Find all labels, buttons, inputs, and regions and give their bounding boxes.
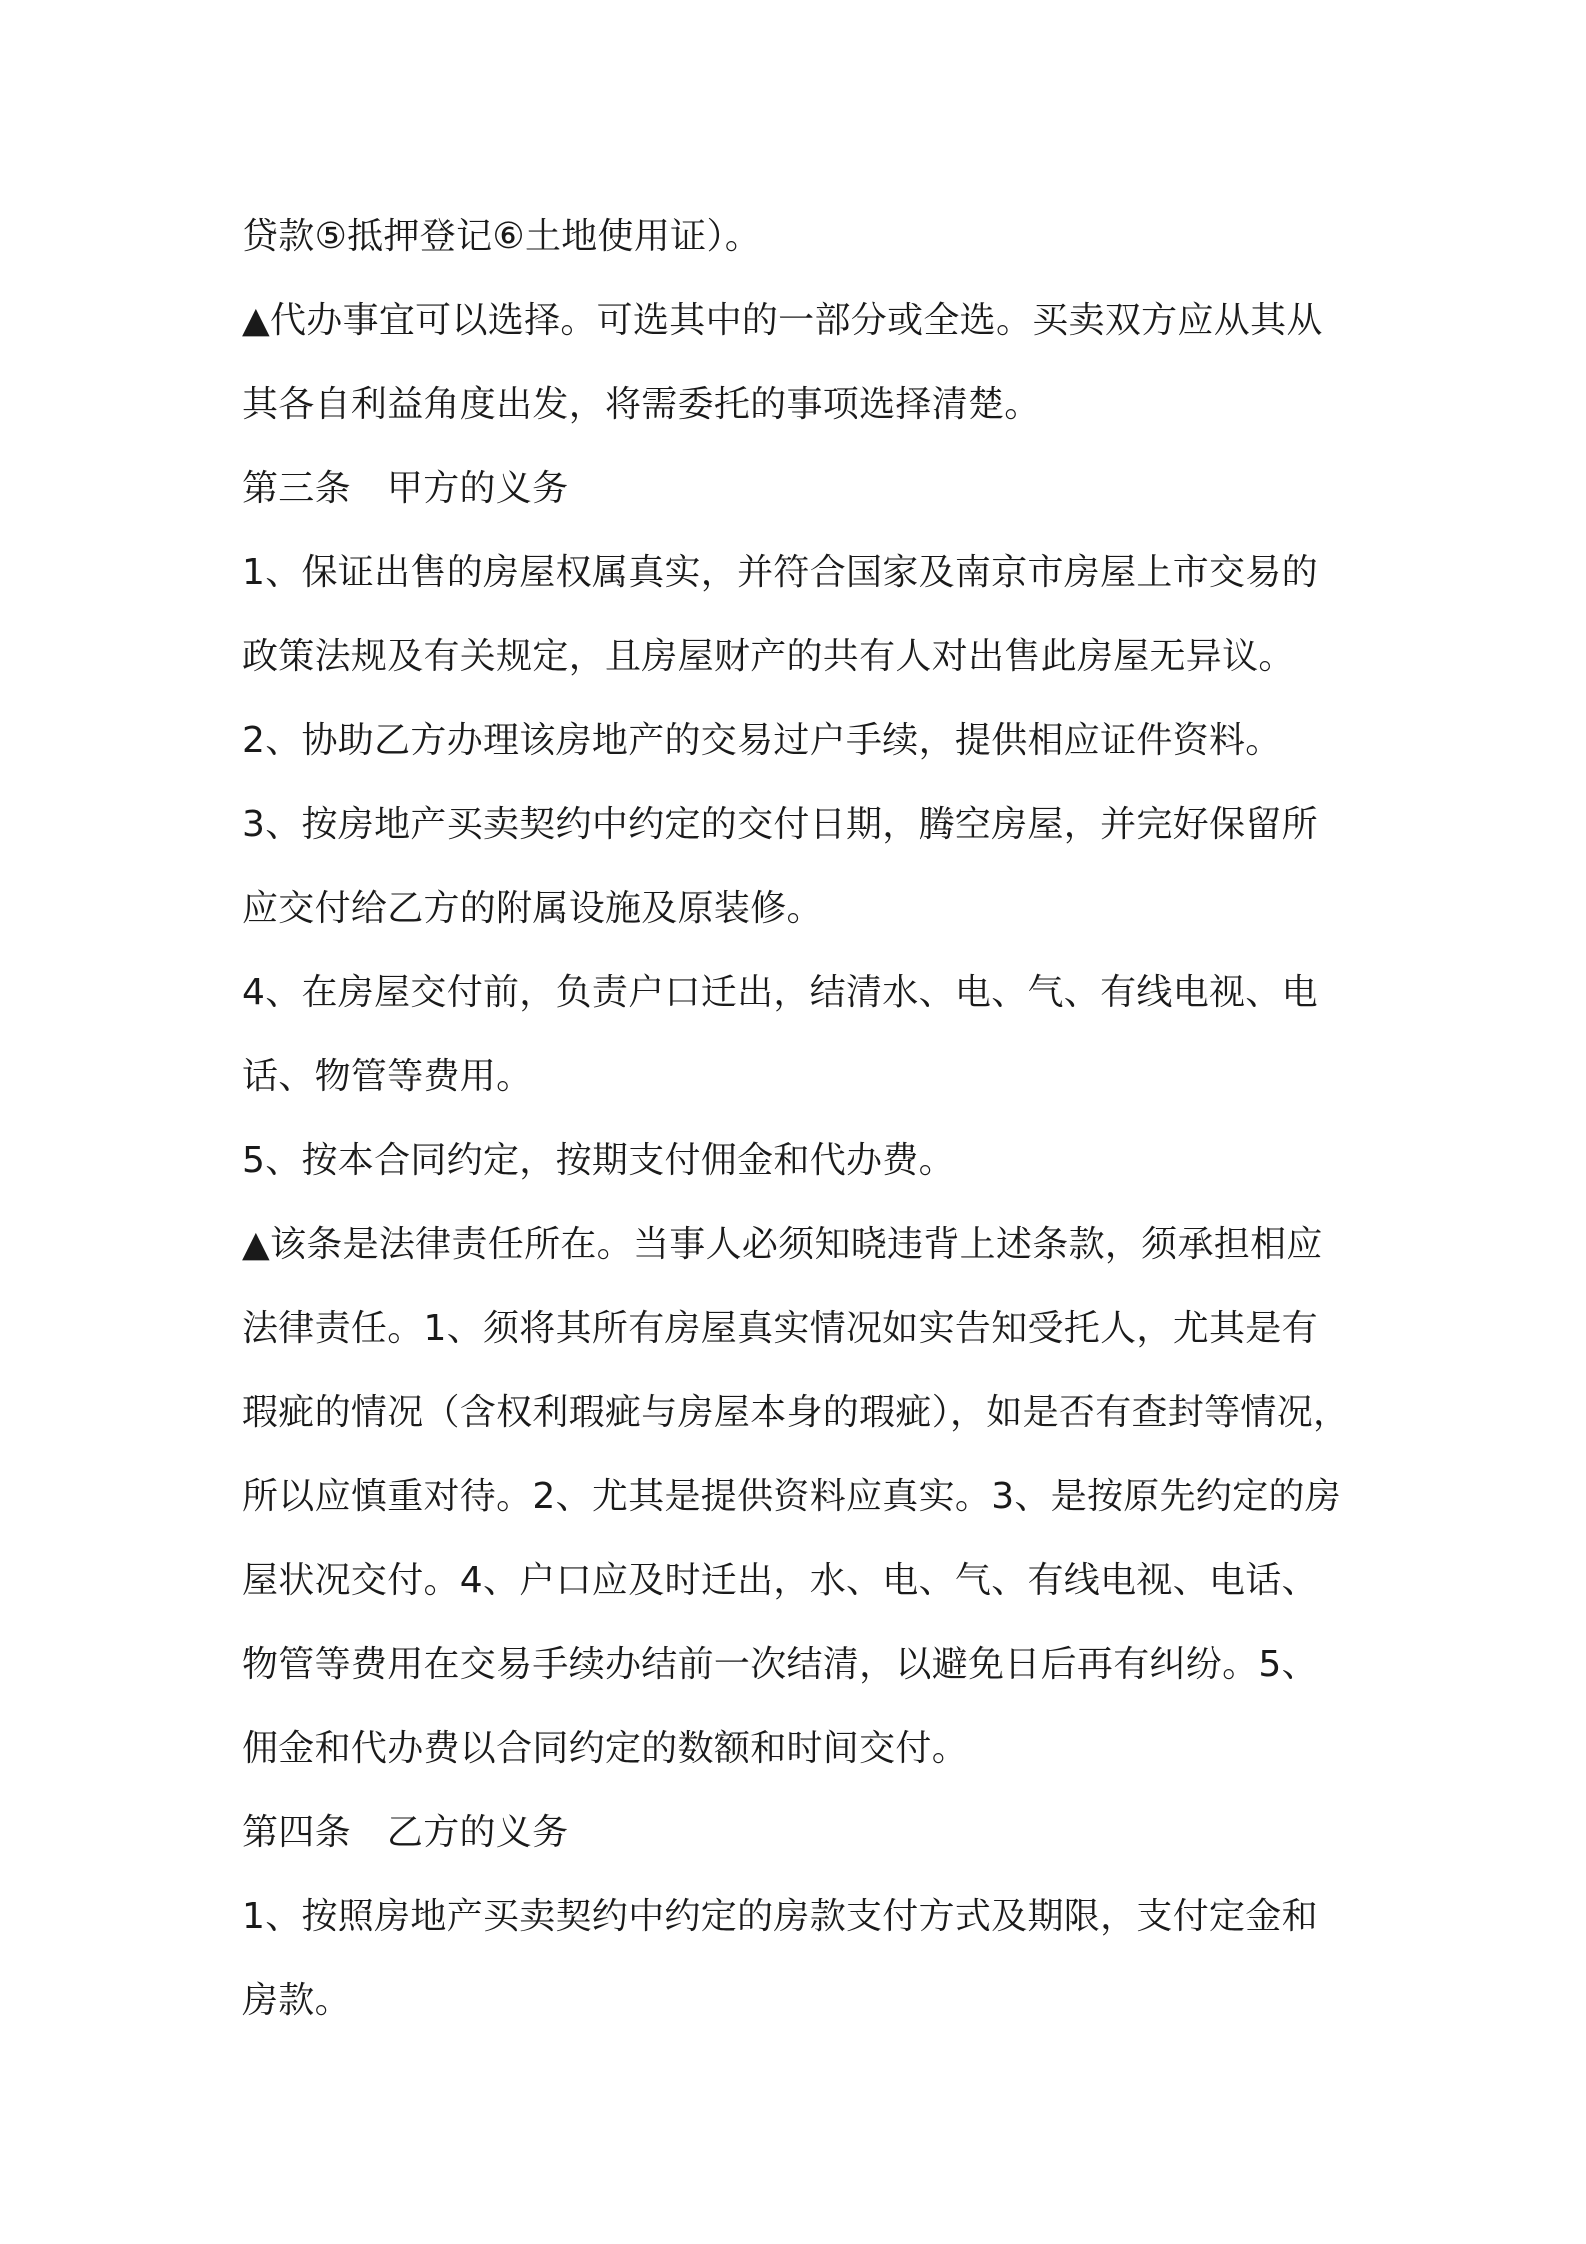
paragraph-line: 物管等费用在交易手续办结前一次结清，以避免日后再有纠纷。5、 [242, 1644, 1318, 1685]
paragraph-line: 其各自利益角度出发，将需委托的事项选择清楚。 [242, 384, 1041, 425]
paragraph-line: 瑕疵的情况（含权利瑕疵与房屋本身的瑕疵），如是否有查封等情况， [242, 1392, 1350, 1433]
paragraph-line: 应交付给乙方的附属设施及原装修。 [242, 888, 823, 929]
paragraph-line: 话、物管等费用。 [242, 1056, 533, 1097]
paragraph-line: ▲代办事宜可以选择。可选其中的一部分或全选。买卖双方应从其从 [242, 300, 1323, 341]
paragraph-line: 1、按照房地产买卖契约中约定的房款支付方式及期限，支付定金和 [242, 1896, 1318, 1937]
article-4-number: 第四条 [242, 1812, 351, 1853]
article-3-number: 第三条 [242, 468, 351, 509]
paragraph-line: 佣金和代办费以合同约定的数额和时间交付。 [242, 1728, 969, 1769]
paragraph-line: 5、按本合同约定，按期支付佣金和代办费。 [242, 1140, 955, 1181]
paragraph-line: 2、协助乙方办理该房地产的交易过户手续，提供相应证件资料。 [242, 720, 1282, 761]
paragraph-line: 3、按房地产买卖契约中约定的交付日期，腾空房屋，并完好保留所 [242, 804, 1318, 845]
paragraph-line: ▲该条是法律责任所在。当事人必须知晓违背上述条款，须承担相应 [242, 1224, 1323, 1265]
article-3-title: 甲方的义务 [386, 468, 569, 509]
paragraph-line: 法律责任。1、须将其所有房屋真实情况如实告知受托人，尤其是有 [242, 1308, 1318, 1349]
paragraph-line: 4、在房屋交付前，负责户口迁出，结清水、电、气、有线电视、电 [242, 972, 1318, 1013]
paragraph-line: 1、保证出售的房屋权属真实，并符合国家及南京市房屋上市交易的 [242, 552, 1318, 593]
article-3-heading [242, 447, 1372, 531]
paragraph-line: 贷款⑤抵押登记⑥土地使用证）。 [242, 216, 762, 257]
document-body [242, 195, 1372, 2043]
article-4-heading [242, 1791, 1372, 1875]
paragraph-line: 屋状况交付。4、户口应及时迁出，水、电、气、有线电视、电话、 [242, 1560, 1318, 1601]
paragraph-line: 房款。 [242, 1980, 351, 2021]
article-4-title: 乙方的义务 [386, 1812, 569, 1853]
paragraph-line: 政策法规及有关规定，且房屋财产的共有人对出售此房屋无异议。 [242, 636, 1295, 677]
paragraph-line: 所以应慎重对待。2、尤其是提供资料应真实。3、是按原先约定的房 [242, 1476, 1342, 1517]
